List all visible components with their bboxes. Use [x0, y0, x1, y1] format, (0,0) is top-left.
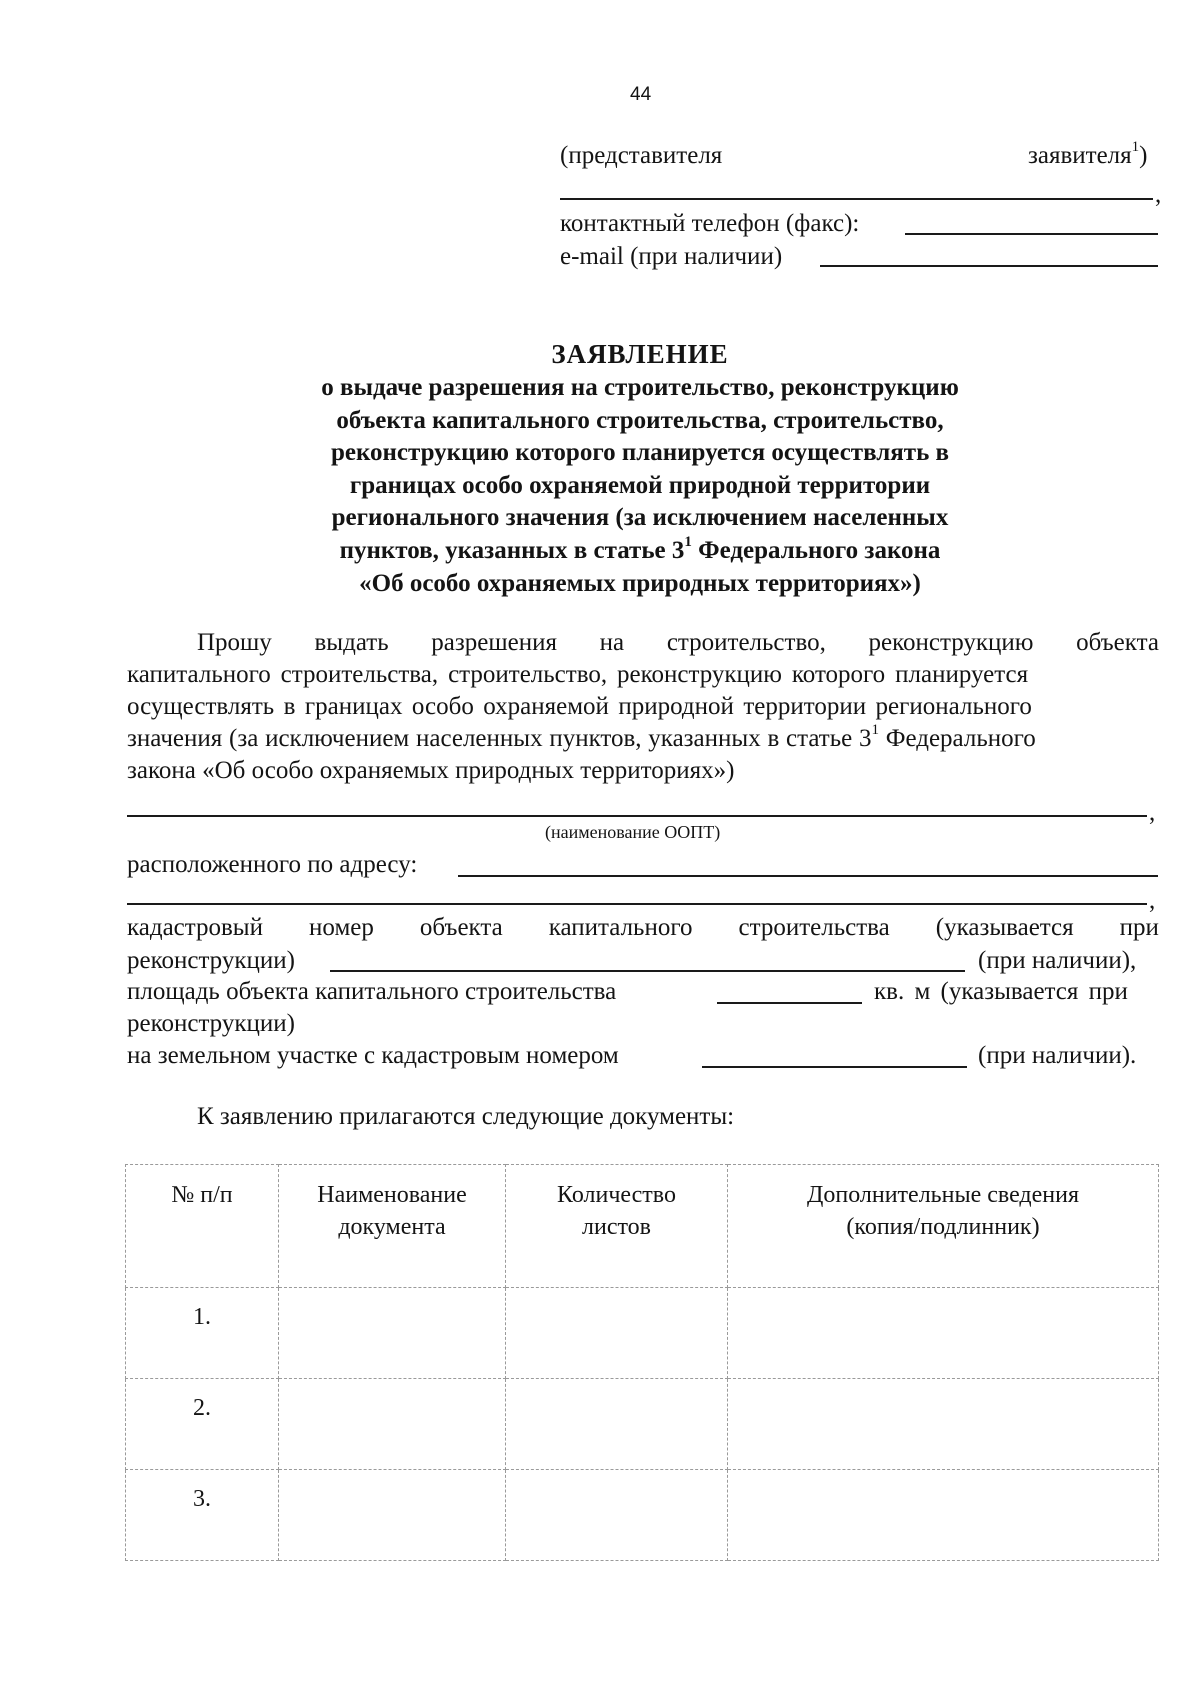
area-label: площадь объекта капитального строительства: [127, 978, 617, 1005]
phone-field-line[interactable]: [905, 233, 1158, 235]
address-comma: ,: [1149, 887, 1156, 914]
cadastral-label: реконструкции): [127, 947, 295, 974]
address-continuation-line[interactable]: [127, 903, 1147, 905]
request-paragraph-line3: осуществлять в границах особо охраняемой природной территории регионального: [127, 693, 1032, 720]
area-field-line[interactable]: [717, 1002, 862, 1004]
cadastral-note: (при наличии),: [978, 947, 1137, 974]
email-label: e-mail (при наличии): [560, 243, 783, 270]
cadastral-line1: кадастровый номер объекта капитального строительства (указывается при: [127, 914, 1159, 941]
table-row: [126, 1379, 1159, 1470]
cell-document-name[interactable]: [279, 1379, 506, 1470]
area-label-cont: реконструкции): [127, 1010, 295, 1037]
row-number: 1.: [126, 1288, 279, 1379]
header-additional-info: Дополнительные сведения (копия/подлинник): [728, 1165, 1159, 1288]
applicant-label: заявителя$^1$): [1028, 139, 1148, 169]
oopt-name-line[interactable]: [127, 815, 1147, 817]
document-title: ЗАЯВЛЕНИЕ о выдаче разрешения на строительство, реконструкцию объекта капитального строительства, строительство, реконструкцию которого планируется осуществлять в границах особо охраняемой природной территории регионального значения (за исключением населенных пунктов, указанных в статье $3^1$ Федерального закона «Об особо охраняемых природных территориях»): [321, 339, 959, 597]
cell-additional-info[interactable]: [728, 1470, 1159, 1561]
oopt-caption: (наименование ООПТ): [545, 822, 721, 842]
applicant-name-line[interactable]: [560, 198, 1153, 200]
documents-table: [125, 1164, 1159, 1561]
cell-sheet-count[interactable]: [506, 1379, 728, 1470]
oopt-comma: ,: [1149, 799, 1156, 826]
cell-additional-info[interactable]: [728, 1379, 1159, 1470]
request-paragraph-line2: капитального строительства, строительство, реконструкцию которого планируется: [127, 661, 1029, 688]
cell-sheet-count[interactable]: [506, 1470, 728, 1561]
cadastral-number-line[interactable]: [330, 970, 965, 972]
area-note: кв. м (указывается при: [874, 978, 1128, 1005]
cell-document-name[interactable]: [279, 1470, 506, 1561]
header-number: № п/п: [126, 1165, 279, 1288]
land-plot-number-line[interactable]: [702, 1066, 967, 1068]
request-paragraph-line1: Прошу выдать разрешения на строительство, реконструкцию объекта: [197, 629, 1159, 656]
phone-label: контактный телефон (факс):: [560, 210, 860, 237]
address-field-line[interactable]: [458, 875, 1158, 877]
email-field-line[interactable]: [820, 265, 1158, 267]
request-paragraph-line4: значения (за исключением населенных пунктов, указанных в статье $3^1$ Федерального: [127, 722, 1036, 752]
representative-label: (представителя: [560, 142, 723, 169]
page-number: 44: [630, 84, 652, 105]
table-row: [126, 1288, 1159, 1379]
header-comma: ,: [1155, 181, 1162, 208]
cell-additional-info[interactable]: [728, 1288, 1159, 1379]
address-label: расположенного по адресу:: [127, 851, 418, 878]
attachments-intro: К заявлению прилагаются следующие документы:: [197, 1103, 735, 1130]
cell-document-name[interactable]: [279, 1288, 506, 1379]
table-header-row: [126, 1165, 1159, 1288]
row-number: 2.: [126, 1379, 279, 1470]
request-paragraph-line5: закона «Об особо охраняемых природных территориях»): [127, 757, 735, 784]
table-row: [126, 1470, 1159, 1561]
header-sheet-count: Количество листов: [506, 1165, 728, 1288]
header-document-name: Наименование документа: [279, 1165, 506, 1288]
cell-sheet-count[interactable]: [506, 1288, 728, 1379]
row-number: 3.: [126, 1470, 279, 1561]
land-plot-note: (при наличии).: [978, 1042, 1137, 1069]
land-plot-label: на земельном участке с кадастровым номером: [127, 1042, 619, 1069]
